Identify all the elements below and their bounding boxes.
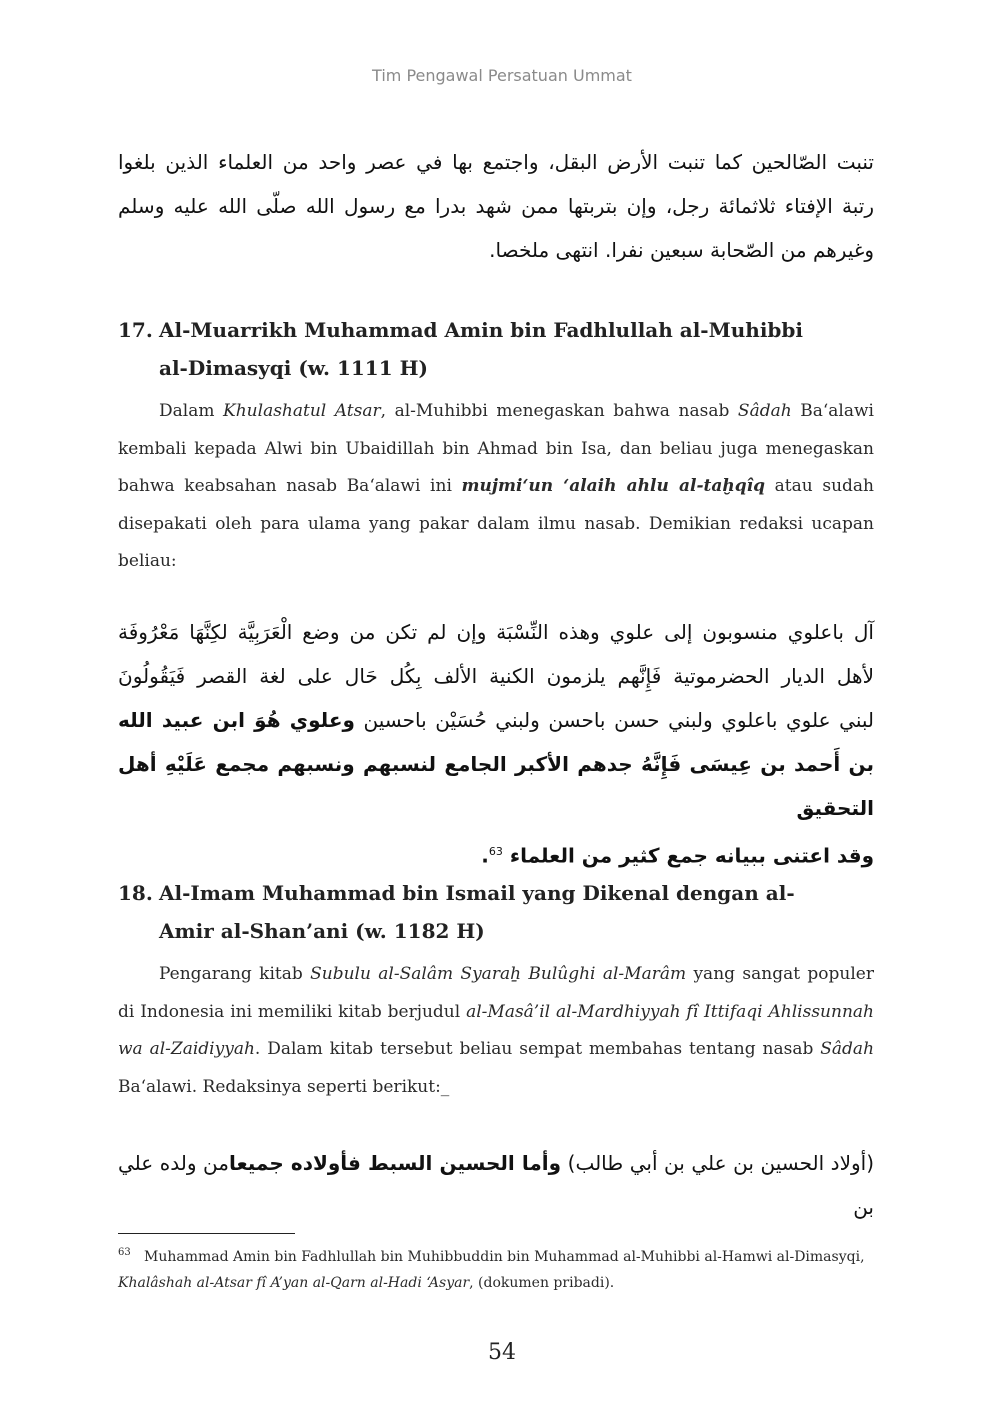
text: لبني علوي باعلوي ولبني حسن باحسن ولبني حُسَيْن باحسين — [354, 708, 874, 732]
heading-text: al-Dimasyqi (w. 1111 H) — [159, 356, 428, 380]
paragraph-17 — [118, 393, 874, 581]
text: من ولده علي بن — [118, 1151, 874, 1219]
book-title: Khalâshah al-Atsar fî A’yan al-Qarn al-Hadi ‘Asyar — [118, 1275, 470, 1291]
book-title: Khulashatul Atsar — [223, 401, 381, 421]
arabic-line — [118, 830, 874, 878]
section-heading-17 — [118, 311, 874, 387]
text: Ba‘alawi. Redaksinya seperti berikut:_ — [118, 1076, 450, 1097]
term: mujmi‘un ‘alaih ahlu al-taḫqîq — [461, 476, 766, 496]
text: وعلوي هُوَ ابن عبيد الله — [118, 708, 355, 732]
footnote-ref[interactable]: 63 — [488, 845, 503, 858]
heading-text: Al-Imam Muhammad bin Ismail yang Dikenal dengan al- — [159, 881, 795, 905]
text: Muhammad Amin bin Fadhlullah bin Muhibbuddin bin Muhammad al-Muhibbi al-Hamwi al-Dimasyqi, — [144, 1249, 865, 1265]
paragraph-18 — [118, 956, 874, 1106]
book-title: Subulu al-Salâm Syaraẖ Bulûghi al-Marâm — [310, 964, 687, 984]
term: Sâdah — [737, 401, 792, 421]
heading-text: Amir al-Shan’ani (w. 1182 H) — [159, 919, 485, 943]
arabic-line: رتبة الإفتاء ثلاثمائة رجل، وإن بتربتها ممن شهد بدرا مع رسول الله صلّى الله عليه وسلم — [118, 194, 874, 218]
text: وقد اعتنى ببيانه جمع كثير من العلماء — [509, 843, 874, 868]
text: Dalam — [159, 401, 224, 421]
page-number: 54 — [488, 1340, 516, 1365]
text: . — [481, 843, 489, 868]
text: , al-Muhibbi menegaskan bahwa nasab — [380, 401, 738, 421]
footnote-divider — [118, 1233, 295, 1234]
term: Sâdah — [820, 1039, 875, 1059]
arabic-line: آل باعلوي منسوبون إلى علوي وهذه النِّسْبَة وإن لم تكن من وضع الْعَرَبِيَّة لكِنَّهَا مَعْرُوفَة — [118, 620, 874, 644]
footnote-number: 63 — [118, 1247, 131, 1258]
arabic-quote-1 — [118, 140, 874, 272]
arabic-line: تنبت الصّالحين كما تنبت الأرض البقل، واجتمع بها في عصر واحد من العلماء الذين بلغوا — [118, 150, 874, 174]
arabic-quote-2 — [118, 610, 874, 878]
text: Pengarang kitab — [159, 964, 311, 984]
arabic-line — [118, 698, 874, 742]
arabic-quote-3 — [118, 1141, 874, 1229]
running-header: Tim Pengawal Persatuan Ummat — [372, 66, 632, 85]
section-heading-18 — [118, 874, 874, 950]
text: . Dalam kitab tersebut beliau sempat membahas tentang nasab — [254, 1039, 821, 1059]
text: atau sudah disepakati oleh para ulama yang pakar dalam ilmu nasab. Demikian redaksi ucapan beliau: — [118, 476, 874, 571]
text: , (dokumen pribadi). — [469, 1275, 615, 1291]
footnote — [118, 1244, 874, 1296]
text: yang sangat populer di Indonesia ini memiliki kitab berjudul — [118, 964, 874, 1022]
text: Ba‘alawi kembali kepada Alwi bin Ubaidillah bin Ahmad bin Isa, dan beliau juga menegaskan bahwa keabsahan nasab Ba‘alawi ini — [118, 401, 874, 496]
section-number: 18. — [118, 881, 153, 905]
section-number: 17. — [118, 318, 153, 342]
arabic-line: بن أَحمد بن عِيسَى فَإِنَّهُ جدهم الأكبر الجامع لنسبهم ونسبهم مجمع عَلَيْهِ أهل التحقيق — [118, 752, 874, 820]
arabic-line — [118, 1141, 874, 1229]
text: وأما الحسين السبط فأولاده جميعا — [228, 1151, 562, 1175]
heading-text: Al-Muarrikh Muhammad Amin bin Fadhlullah al-Muhibbi — [159, 318, 803, 342]
arabic-line: وغيرهم من الصّحابة سبعين نفرا. انتهى ملخصا. — [489, 238, 874, 262]
book-title: al-Masâ’il al-Mardhiyyah fî Ittifaqi Ahlissunnah wa al-Zaidiyyah — [118, 1001, 874, 1059]
arabic-line: لأهل الديار الحضرموتية فَإِنَّهم يلزمون الكنية الألف بِكُل حَال على لغة القصر فَيَقُولُونَ — [118, 664, 874, 688]
text: (أولاد الحسين بن علي بن أبي طالب) — [561, 1151, 875, 1175]
